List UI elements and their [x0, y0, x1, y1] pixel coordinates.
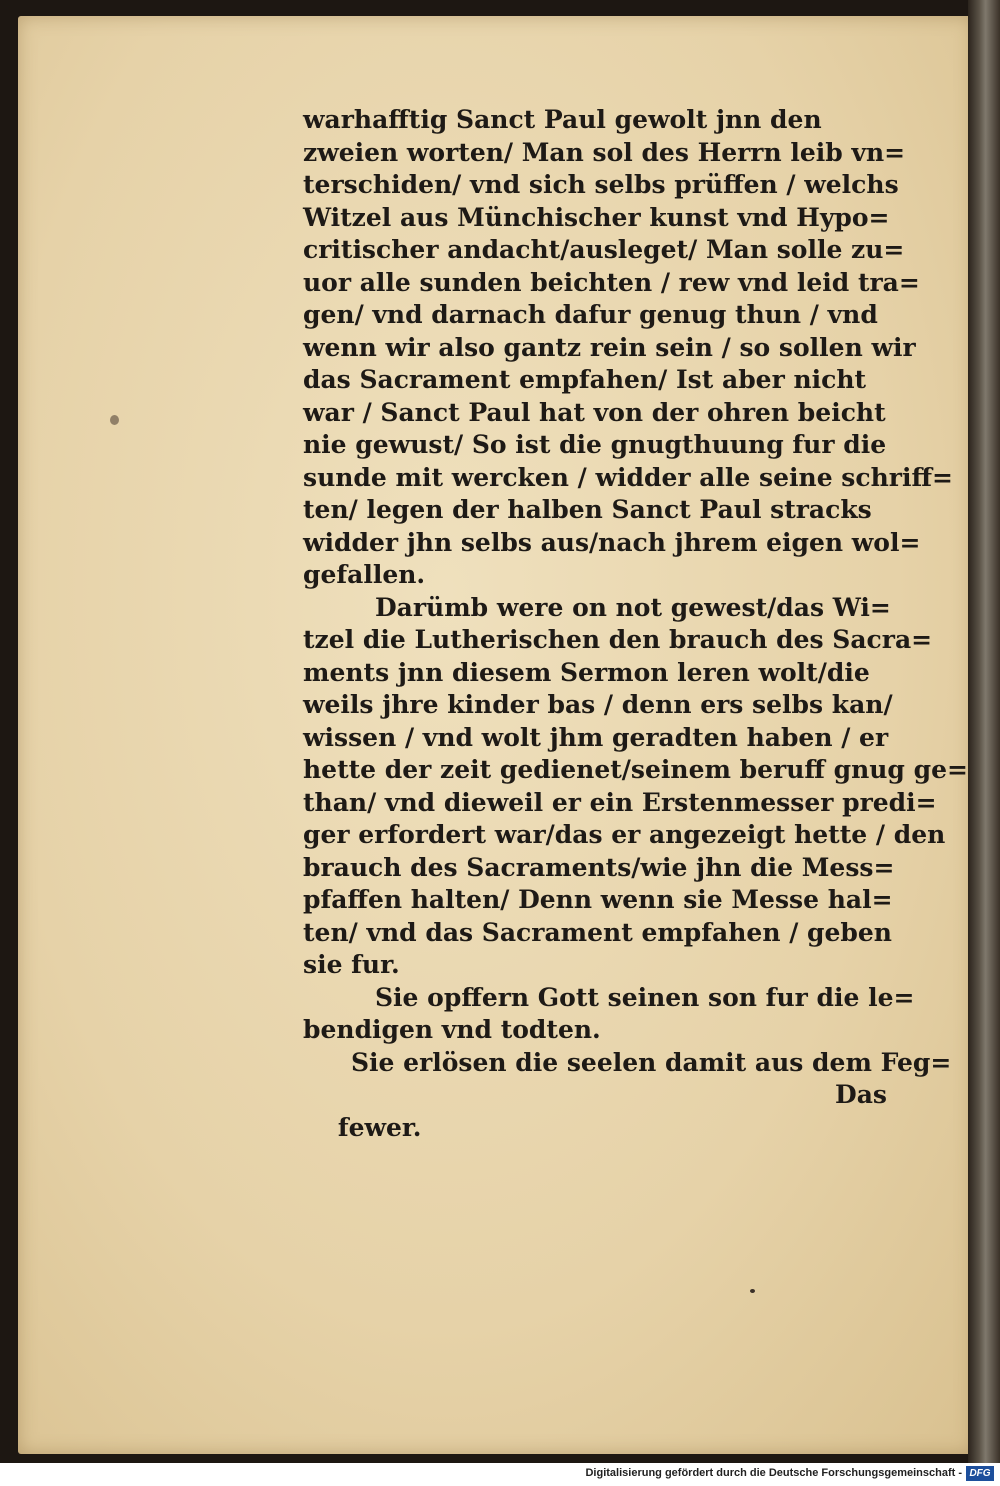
text-line: sunde mit wercken / widder alle seine schriff=: [303, 462, 953, 492]
text-line: warhafftig Sanct Paul gewolt jnn den: [303, 105, 822, 134]
text-line: ments jnn diesem Sermon leren wolt/die: [303, 657, 870, 687]
text-line: widder jhn selbs aus/nach jhrem eigen wol=: [303, 527, 921, 557]
text-line: gen/ vnd darnach dafur genug thun / vnd: [303, 300, 878, 329]
text-line: wissen / vnd wolt jhm geradten haben / er: [303, 722, 889, 752]
text-line: than/ vnd dieweil er ein Erstenmesser predi=: [303, 787, 937, 817]
stain-spot: [110, 415, 119, 425]
ink-dot: [750, 1289, 755, 1293]
text-line: war / Sanct Paul hat von der ohren beicht: [303, 397, 886, 427]
paragraph-start-line: Darümb were on not gewest/das Wi=: [375, 592, 891, 622]
text-line: weils jhre kinder bas / denn ers selbs kan/: [303, 690, 893, 719]
text-line: wenn wir also gantz rein sein / so sollen wir: [303, 332, 916, 362]
catchword: Das: [835, 1080, 887, 1109]
text-line: ten/ vnd das Sacrament empfahen / geben: [303, 917, 892, 947]
text-line: gefallen.: [303, 560, 426, 589]
text-line: uor alle sunden beichten / rew vnd leid tra=: [303, 267, 920, 297]
paragraph-start-line: Sie opffern Gott seinen son fur die le=: [375, 982, 915, 1012]
book-binding-edge: [968, 0, 1000, 1463]
body-text: [303, 104, 968, 1142]
text-line: tzel die Lutherischen den brauch des Sacra=: [303, 625, 933, 654]
text-line: fewer.: [337, 1112, 422, 1142]
text-line: terschiden/ vnd sich selbs prüffen / welchs: [303, 170, 899, 199]
text-line: bendigen vnd todten.: [303, 1015, 601, 1044]
text-line-last: [303, 1079, 893, 1142]
dfg-logo: DFG: [966, 1466, 994, 1481]
text-line: ger erfordert war/das er angezeigt hette / den: [303, 820, 946, 849]
paragraph-start-line: Sie erlösen die seelen damit aus dem Feg=: [351, 1047, 952, 1077]
text-line: critischer andacht/ausleget/ Man solle zu=: [303, 235, 905, 264]
text-line: nie gewust/ So ist die gnugthuung fur die: [303, 430, 887, 459]
footer-bar: [0, 1463, 1000, 1486]
text-line: das Sacrament empfahen/ Ist aber nicht: [303, 365, 867, 394]
text-line: hette der zeit gedienet/seinem beruff gnug ge=: [303, 755, 968, 784]
text-line: Witzel aus Münchischer kunst vnd Hypo=: [303, 202, 890, 232]
text-line: ten/ legen der halben Sanct Paul stracks: [303, 495, 872, 524]
text-line: zweien worten/ Man sol des Herrn leib vn=: [303, 137, 906, 167]
text-line: brauch des Sacraments/wie jhn die Mess=: [303, 852, 895, 882]
text-line: sie fur.: [303, 950, 400, 979]
text-line: pfaffen halten/ Denn wenn sie Messe hal=: [303, 885, 893, 914]
funding-credit: Digitalisierung gefördert durch die Deutsche Forschungsgemeinschaft -: [585, 1467, 962, 1479]
